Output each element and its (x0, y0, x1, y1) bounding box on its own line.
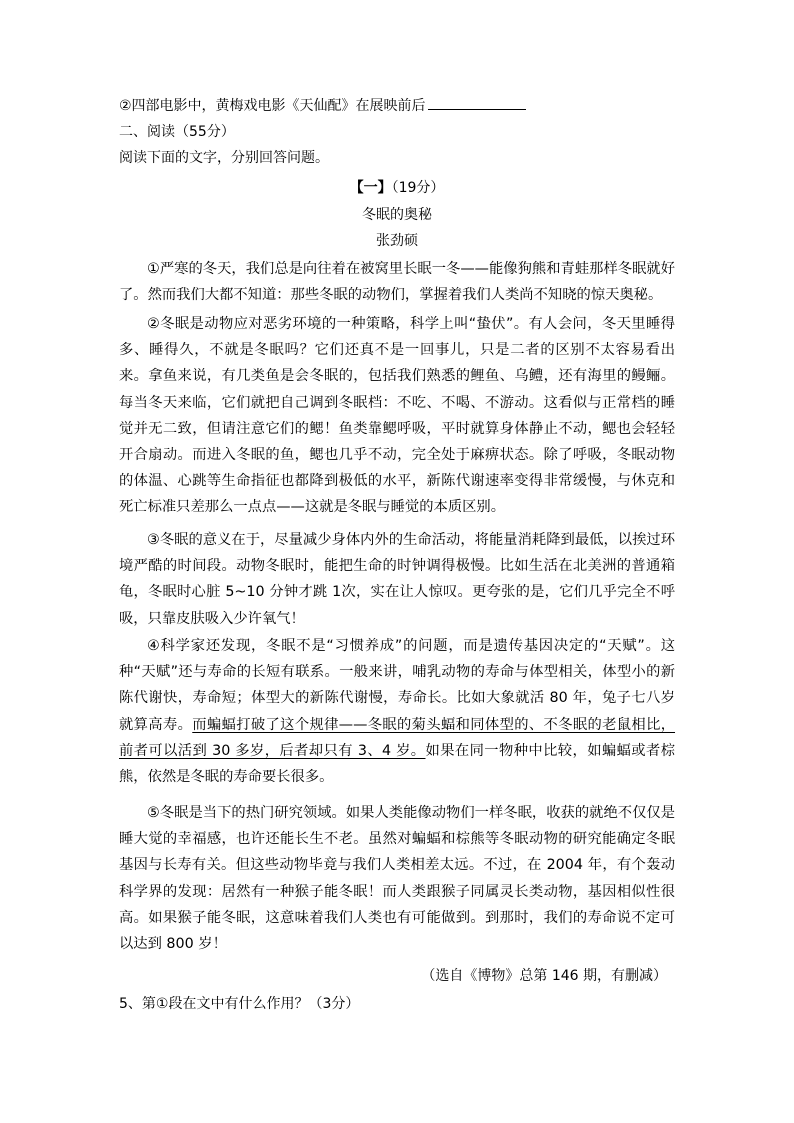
question-5: 5、第①段在文中有什么作用？（3分） (119, 996, 360, 1012)
section-2-title: 二、阅读（55分） (119, 124, 235, 140)
paragraph-4-text-a: ④科学家还发现，冬眠不是“习惯养成”的问题，而是遗传基因决定的“天赋”。这种“天赋”还与寿命的长短有联系。一般来讲，哺乳动物的寿命与体型相关，体型小的新陈代谢快，寿命短；体型大的新陈代谢慢，寿命长。比如大象就活 80 年，兔子七八岁就算高寿。 (119, 638, 675, 733)
instruction-text: 阅读下面的文字，分别回答问题。 (119, 150, 329, 166)
paragraph-4-underlined: 而蝙蝠打破了这个规律——冬眠的菊头蝠和同体型的、不冬眠的老鼠相比，前者可以活到 30 多岁，后者却只有 3、4 岁。 (119, 716, 676, 759)
q4-item-2 (119, 95, 526, 116)
q4-item-2-text: ②四部电影中，黄梅戏电影《天仙配》在展映前后 (119, 98, 426, 114)
paragraph-5: ⑤冬眠是当下的热门研究领域。如果人类能像动物们一样冬眠，收获的就绝不仅仅是睡大觉的幸福感，也许还能长生不老。虽然对蝙蝠和棕熊等冬眠动物的研究能确定冬眠基因与长寿有关。但这些动物毕竟与我们人类相差太远。不过，在 2004 年，有个轰动科学界的发现：居然有一种猴子能冬眠！而人类跟猴子同属灵长类动物，基因相似性很高。如果猴子能冬眠，这意味着我们人类也有可能做到。到那时，我们的寿命说不定可以达到 800 岁！ (119, 805, 675, 953)
passage-source: （选自《博物》总第 146 期，有删减） (421, 968, 667, 984)
paragraph-4-text-b: 如果在同一物种中比较，如蝙蝠或者棕熊，依然是冬眠的寿命要长很多。 (119, 742, 676, 786)
passage-author: 张劲硕 (376, 233, 418, 249)
passage-title: 冬眠的奥秘 (362, 207, 432, 223)
paragraph-4 (119, 633, 675, 790)
paragraph-2: ②冬眠是动物应对恶劣环境的一种策略，科学上叫“蛰伏”。有人会问，冬天里睡得多、睡得久，不就是冬眠吗？它们还真不是一回事儿，只是二者的区别不太容易看出来。拿鱼来说，有几类鱼是会冬眠的，包括我们熟悉的鲤鱼、乌鳢，还有海里的鳗鲡。每当冬天来临，它们就把自己调到冬眠档：不吃、不喝、不游动。这看似与正常档的睡觉并无二致，但请注意它们的鳃！鱼类靠鳃呼吸，平时就算身体静止不动，鳃也会轻轻开合扇动。而进入冬眠的鱼，鳃也几乎不动，完全处于麻痹状态。除了呼吸，冬眠动物的体温、心跳等生命指征也都降到极低的水平，新陈代谢速率变得非常缓慢，与休克和死亡标准只差那么一点点——这就是冬眠与睡觉的本质区别。 (119, 316, 675, 516)
answer-blank[interactable] (428, 95, 526, 110)
part-label: 【一】 (349, 180, 392, 196)
paragraph-1: ①严寒的冬天，我们总是向往着在被窝里长眠一冬——能像狗熊和青蛙那样冬眠就好了。然而我们大都不知道：那些冬眠的动物们，掌握着我们人类尚不知晓的惊天奥秘。 (119, 261, 675, 304)
part-score: （19分） (391, 180, 445, 196)
paragraph-3: ③冬眠的意义在于，尽量减少身体内外的生命活动，将能量消耗降到最低，以挨过环境严酷的时间段。动物冬眠时，能把生命的时钟调得极慢。比如生活在北美洲的普通箱龟，冬眠时心脏 5~10 分钟才跳 1次，实在让人惊叹。更夸张的是，它们几乎完全不呼吸，只靠皮肤吸入少许氧气！ (119, 532, 675, 627)
passage-part-heading (0, 178, 794, 198)
